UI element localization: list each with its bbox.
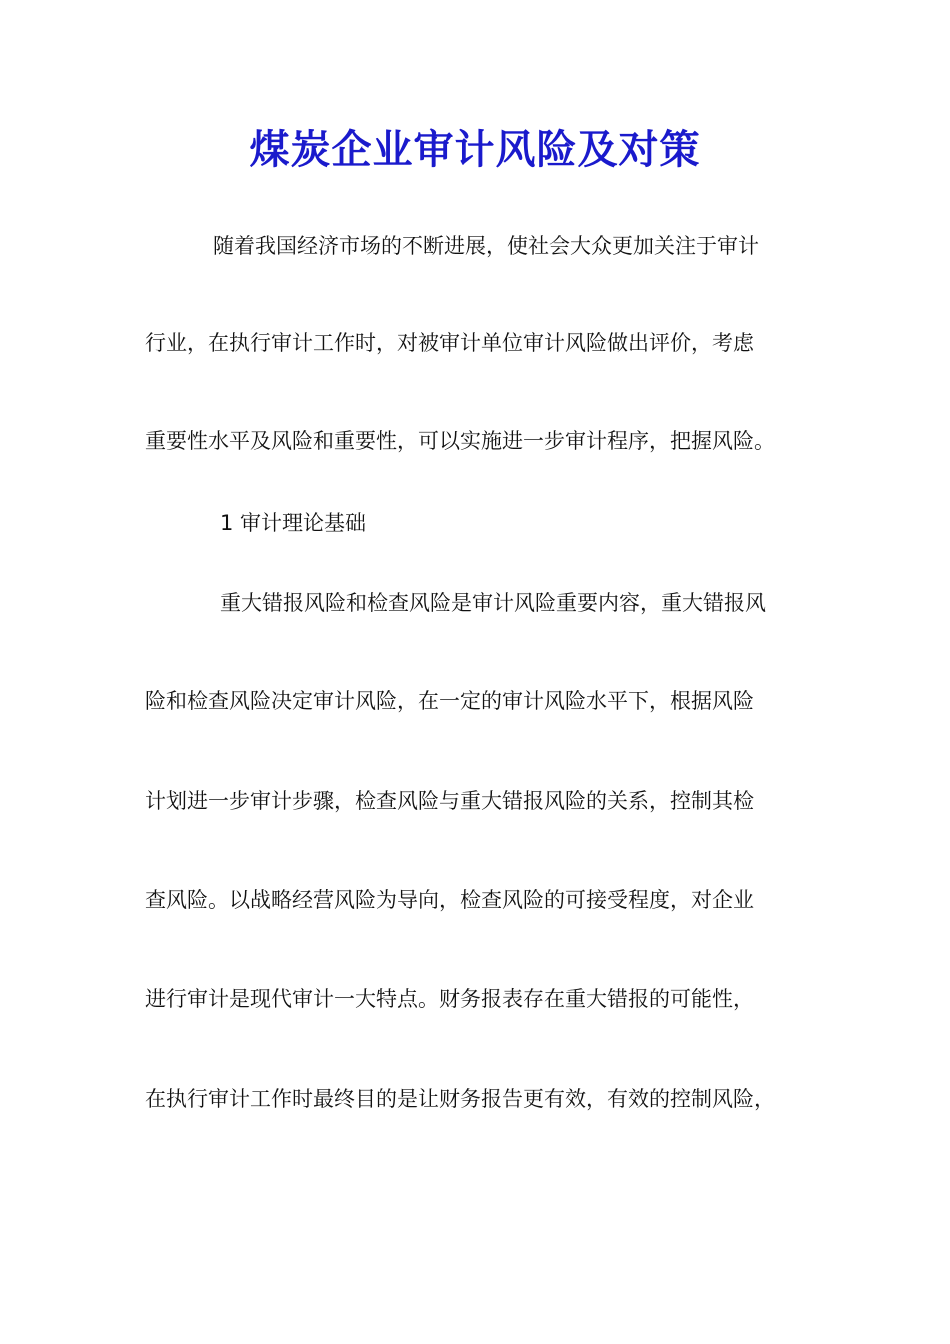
paragraph-line: 查风险。以战略经营风险为导向，检查风险的可接受程度，对企业 [145,888,754,912]
paragraph-line: 进行审计是现代审计一大特点。财务报表存在重大错报的可能性， [145,987,754,1011]
paragraph-line: 计划进一步审计步骤，检查风险与重大错报风险的关系，控制其检 [145,789,754,813]
paragraph-line: 行业，在执行审计工作时，对被审计单位审计风险做出评价，考虑 [145,331,754,355]
paragraph-line: 险和检查风险决定审计风险，在一定的审计风险水平下，根据风险 [145,689,754,713]
section-heading: 1 审计理论基础 [220,511,367,535]
paragraph-line: 随着我国经济市场的不断进展，使社会大众更加关注于审计 [213,234,759,258]
paragraph-line: 重大错报风险和检查风险是审计风险重要内容，重大错报风 [220,591,766,615]
paragraph-line: 在执行审计工作时最终目的是让财务报告更有效，有效的控制风险， [145,1087,775,1111]
paragraph-line: 重要性水平及风险和重要性，可以实施进一步审计程序，把握风险。 [145,429,775,453]
document-title: 煤炭企业审计风险及对策 [249,127,701,173]
